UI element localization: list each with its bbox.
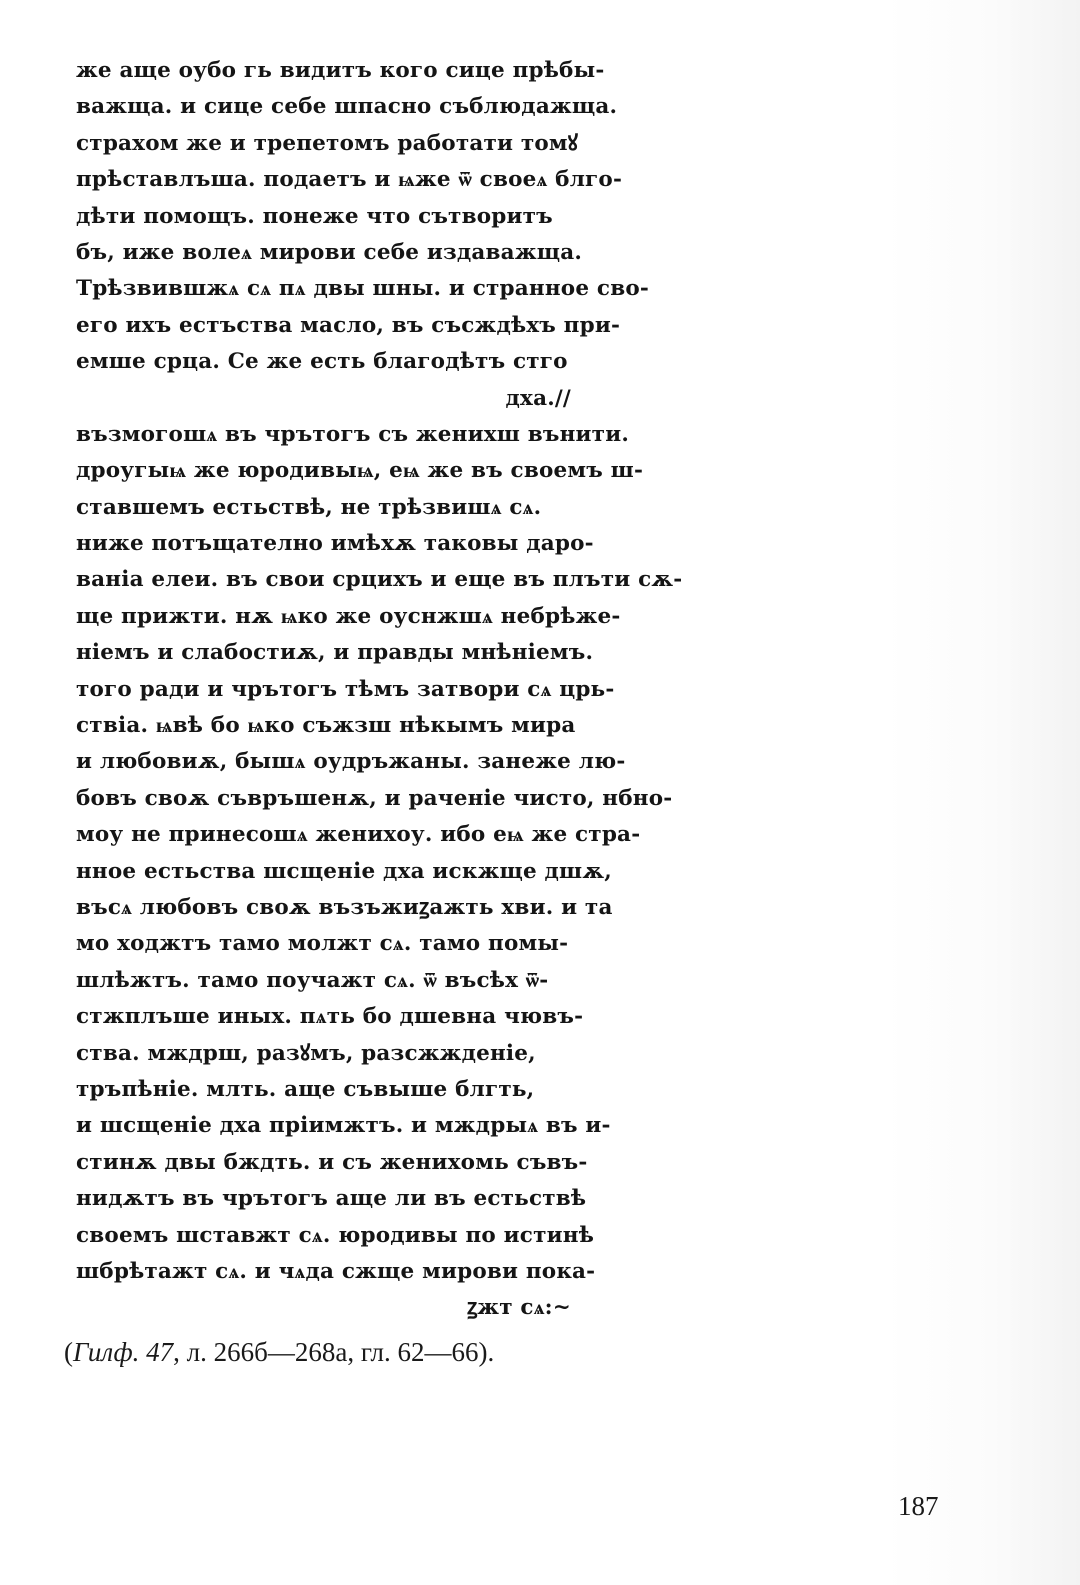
manuscript-line: нидѫтъ въ чрътогъ аще ли въ естьствѣ <box>76 1186 587 1212</box>
manuscript-line: того ради и чрътогъ тѣмъ затвори сѧ црь- <box>76 676 615 702</box>
manuscript-line: ставшемъ естьствѣ, не трѣзвишѧ сѧ. <box>76 494 542 520</box>
manuscript-line: важща. и сице себе шпасно съблюдажща. <box>76 94 618 120</box>
manuscript-line: възмогошѧ въ чрътогъ съ женихш вънити. <box>76 421 630 447</box>
page-number: 187 <box>898 1491 939 1521</box>
manuscript-line: его ихъ естъства масло, въ съсждѣхъ при- <box>76 312 621 338</box>
manuscript-line: прѣставлъша. подаетъ и ѩже ѿ своеѧ блго- <box>76 167 623 193</box>
manuscript-line: дха.// <box>505 385 571 411</box>
manuscript-line: и любовиѫ, бышѧ оудръжаны. занеже лю- <box>76 749 626 775</box>
manuscript-line: страхом же и трепетомъ работати томꙋ <box>76 130 579 156</box>
manuscript-line: ꙁжт сѧ:~ <box>466 1295 571 1321</box>
manuscript-line: стжплъше иных. пѧть бо дшевна чювъ- <box>76 1004 584 1030</box>
manuscript-line: шбрѣтажт сѧ. и чѧда сжще мирови пока- <box>76 1258 596 1284</box>
manuscript-text-block <box>76 53 683 1327</box>
citation-source: Гилф. 47 <box>73 1337 174 1367</box>
source-citation <box>64 1337 494 1368</box>
manuscript-line: своемъ шставжт сѧ. юродивы по истинѣ <box>76 1222 595 1248</box>
citation-open-paren: ( <box>64 1337 73 1367</box>
manuscript-line: тръпѣніе. млть. аще съвыше блгть, <box>76 1076 535 1102</box>
citation-rest: , л. 266б—268а, гл. 62—66). <box>173 1337 495 1367</box>
manuscript-line: же аще оубо гь видитъ кого сице прѣбы- <box>76 58 605 83</box>
manuscript-line: бовъ своѫ съвръшенѫ, и раченіе чисто, нбно- <box>76 785 673 811</box>
manuscript-line: стинѫ двы бждть. и съ женихомь съвъ- <box>76 1149 588 1175</box>
manuscript-line: бъ, иже волеѧ мирови себе издаважща. <box>76 239 583 265</box>
manuscript-line: и шсщеніе дха пріимжтъ. и мждрыѧ въ и- <box>76 1113 611 1139</box>
manuscript-line: шлѣжтъ. тамо поучажт сѧ. ѿ въсѣх ѿ- <box>76 967 549 993</box>
manuscript-line: ниже потъщателно имѣхѫ таковы даро- <box>76 531 594 557</box>
manuscript-line: Трѣзвившжѧ сѧ пѧ двы шны. и странное сво- <box>76 276 649 302</box>
manuscript-line: емше срца. Се же есть благодѣтъ стго <box>76 349 568 375</box>
manuscript-line: ства. мждрш, разꙋмъ, разсжжденіе, <box>76 1040 536 1066</box>
manuscript-line: дроугыѩ же юродивыѩ, еѩ же въ своемъ ш- <box>76 458 644 484</box>
manuscript-line: ще прижти. нѫ ѩко же оуснжшѧ небрѣже- <box>76 603 621 629</box>
manuscript-line: ствіа. ѩвѣ бо ѩко съжзш нѣкымъ мира <box>76 713 576 739</box>
manuscript-line: мо ходжтъ тамо молжт сѧ. тамо помы- <box>76 931 569 957</box>
manuscript-line: ніемъ и слабостиѫ, и правды мнѣніемъ. <box>76 640 594 666</box>
manuscript-line: нное естьства шсщеніе дха искжще дшѫ, <box>76 858 612 884</box>
manuscript-line: дѣти помощъ. понеже что сътворитъ <box>76 203 553 229</box>
manuscript-line: моу не принесошѧ женихоу. ибо еѩ же стра- <box>76 822 641 848</box>
manuscript-line: ваніа елеи. въ свои срцихъ и еще въ плъти сѫ- <box>76 567 683 593</box>
manuscript-line: въсѧ любовъ своѫ възъжиꙁажть хви. и та <box>76 894 613 920</box>
